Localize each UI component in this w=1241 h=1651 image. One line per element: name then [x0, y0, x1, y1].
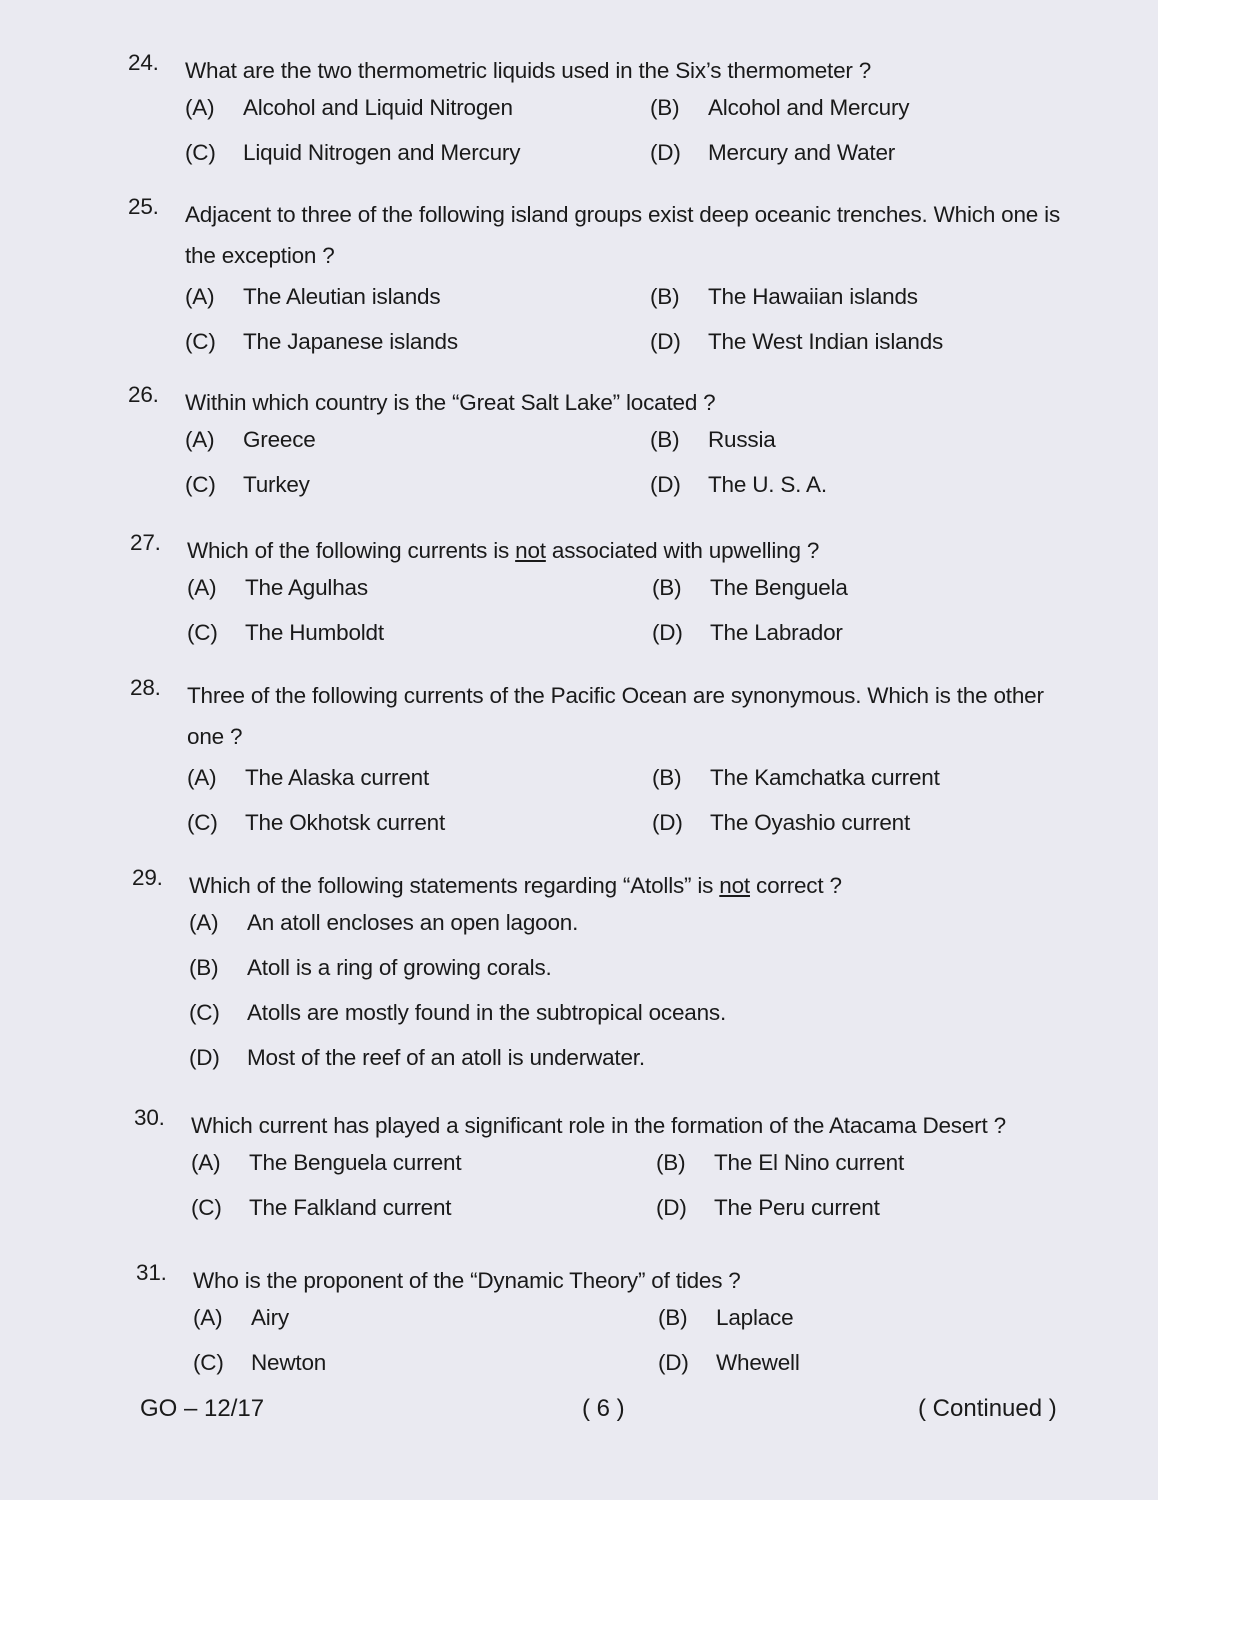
option-b: (B) Alcohol and Mercury: [650, 95, 910, 120]
option-a: (A) The Agulhas: [187, 575, 368, 600]
option-d: (D) Mercury and Water: [650, 140, 896, 165]
question-stem: Which current has played a significant role in the formation of the Atacama Desert ?: [191, 1113, 1006, 1138]
option-b: (B) The Kamchatka current: [652, 765, 940, 790]
question-number: 25.: [128, 194, 159, 219]
question-stem: What are the two thermometric liquids used in the Six’s thermometer ?: [185, 58, 872, 83]
option-a: (A) The Alaska current: [187, 765, 429, 790]
question-number: 31.: [136, 1260, 167, 1285]
option-d: (D) The Labrador: [652, 620, 843, 645]
option-a: (A) The Benguela current: [191, 1150, 462, 1175]
option-d: (D) The Oyashio current: [652, 810, 911, 835]
option-a: (A) An atoll encloses an open lagoon.: [189, 910, 579, 935]
question-number: 26.: [128, 382, 159, 407]
question-number: 30.: [134, 1105, 165, 1130]
question-stem: Who is the proponent of the “Dynamic Theory” of tides ?: [193, 1268, 741, 1293]
option-c: (C) The Humboldt: [187, 620, 384, 645]
option-d: (D) The West Indian islands: [650, 329, 944, 354]
continued-label: ( Continued ): [918, 1395, 1057, 1422]
page-number: ( 6 ): [582, 1395, 625, 1422]
question-stem: Which of the following statements regarding “Atolls” is not correct ?: [189, 873, 842, 898]
paper-code: GO – 12/17: [140, 1395, 265, 1422]
option-d: (D) Most of the reef of an atoll is underwater.: [189, 1045, 645, 1070]
question-number: 27.: [130, 530, 161, 555]
option-b: (B) Russia: [650, 427, 776, 452]
option-b: (B) Atoll is a ring of growing corals.: [189, 955, 552, 980]
question-number: 29.: [132, 865, 163, 890]
option-c: (C) Newton: [193, 1350, 327, 1375]
option-c: (C) The Okhotsk current: [187, 810, 446, 835]
option-b: (B) Laplace: [658, 1305, 794, 1330]
option-b: (B) The El Nino current: [656, 1150, 905, 1175]
option-b: (B) The Benguela: [652, 575, 848, 600]
emphasis-not: not: [515, 538, 546, 563]
option-a: (A) Alcohol and Liquid Nitrogen: [185, 95, 513, 120]
option-d: (D) The Peru current: [656, 1195, 880, 1220]
option-c: (C) The Falkland current: [191, 1195, 452, 1220]
question-stem: Three of the following currents of the Pacific Ocean are synonymous. Which is the other one ?: [187, 683, 1044, 749]
option-c: (C) The Japanese islands: [185, 329, 458, 354]
option-c: (C) Atolls are mostly found in the subtropical oceans.: [189, 1000, 727, 1025]
option-d: (D) The U. S. A.: [650, 472, 827, 497]
question-number: 24.: [128, 50, 159, 75]
question-number: 28.: [130, 675, 161, 700]
question-stem: Within which country is the “Great Salt Lake” located ?: [185, 390, 716, 415]
emphasis-not: not: [719, 873, 750, 898]
option-b: (B) The Hawaiian islands: [650, 284, 918, 309]
option-c: (C) Turkey: [185, 472, 310, 497]
option-d: (D) Whewell: [658, 1350, 800, 1375]
option-c: (C) Liquid Nitrogen and Mercury: [185, 140, 521, 165]
option-a: (A) Greece: [185, 427, 316, 452]
option-a: (A) Airy: [193, 1305, 289, 1330]
option-a: (A) The Aleutian islands: [185, 284, 441, 309]
question-stem: Which of the following currents is not associated with upwelling ?: [187, 538, 820, 563]
question-stem: Adjacent to three of the following island groups exist deep oceanic trenches. Which one is the exception ?: [185, 202, 1061, 268]
